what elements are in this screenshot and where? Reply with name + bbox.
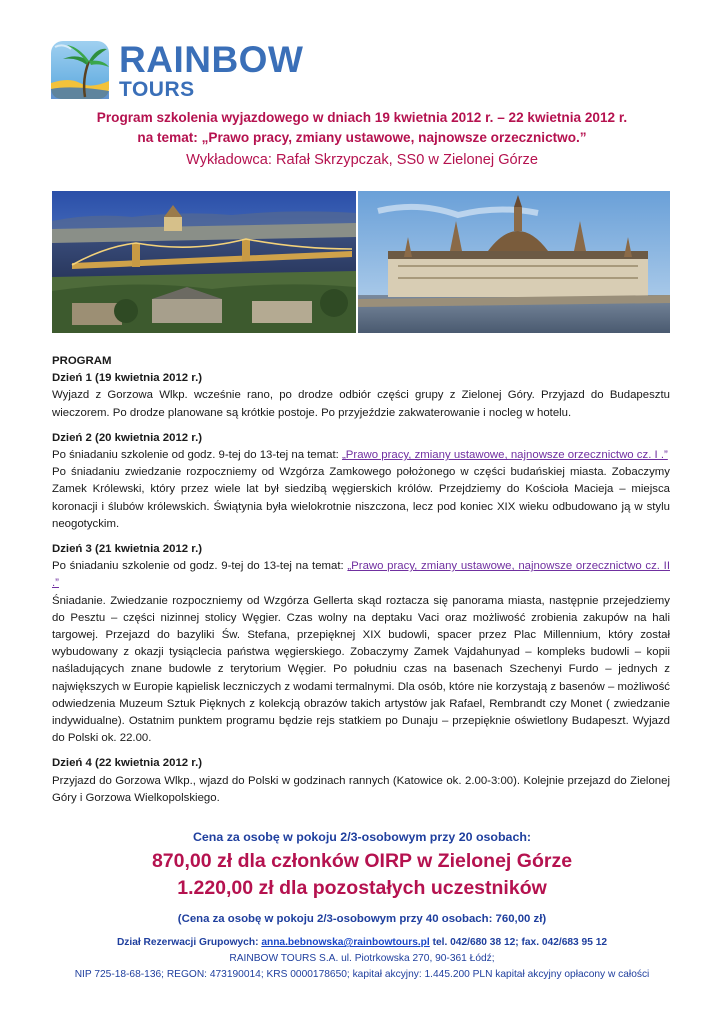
day2-training-lead: Po śniadaniu szkolenie od godz. 9-tej do 13-tej na temat: [52, 449, 343, 462]
day2-training [52, 447, 670, 464]
day3-text: Śniadanie. Zwiedzanie rozpoczniemy od Wzgórza Gellerta skąd roztacza się panorama miasta, następnie przejedziemy do Pesztu – części nizinnej stolicy Węgier. Czas wolny na deptaku Vaci oraz możliwość zrobienia zakupów na hali targowej. Przejazd do bazyliki Św. Stefana, przepięknej XIX budowli, spacer przez Plac Millennium, który został wybudowany z okazji tysiąclecia państwa węgierskiego. Zobaczymy Zamek Vajdahunyad – kompleks budowli – kopii naśladujących znane budowle z terytorium Węgier. Po południu czas na basenach Szechenyi Furdo – jednych z największych w Europie kąpielisk leczniczych z wodami termalnymi. Dla osób, które nie korzystają z basenów – możliwość odwiedzenia Muzeum Sztuk Pięknych z kolekcją obrazów takich artystów jak Rafael, Rembrandt czy Monet ( zwiedzanie indywidualne). Ostatnim punktem programu będzie rejs statkiem po Dunaju – przepięknie oświetlony Budapeszt. Wyjazd do Polski ok. 22.00. [52, 594, 670, 745]
day3-training [52, 558, 670, 592]
palm-logo-icon [49, 39, 111, 101]
day2-heading: Dzień 2 (20 kwietnia 2012 r.) [52, 431, 203, 444]
program-section [52, 353, 670, 807]
program-heading: PROGRAM [52, 355, 112, 367]
footer-company: RAINBOW TOURS S.A. ul. Piotrkowska 270, 90-361 Łódź; [229, 953, 495, 964]
price-lead: Cena za osobę w pokoju 2/3-osobowym przy 20 osobach: [192, 830, 532, 844]
footer-email-link[interactable]: anna.bebnowska@rainbowtours.pl [261, 937, 430, 948]
rainbow-tours-logo [49, 39, 319, 101]
price-members: 870,00 zł dla członków OIRP w Zielonej Górze [151, 850, 573, 872]
logo-word-tours: TOURS [119, 78, 195, 101]
program-topic: na temat: „Prawo pracy, zmiany ustawowe, najnowsze orzecznictwo.” [137, 130, 587, 145]
day3-training-lead: Po śniadaniu szkolenie od godz. 9-tej do 13-tej na temat: [52, 560, 348, 573]
footer-contact [0, 937, 724, 948]
lecturer-line: Wykładowca: Rafał Skrzypczak, SS0 w Zielonej Górze [186, 152, 538, 168]
day3-topic-link[interactable]: „Prawo pracy, zmiany ustawowe, najnowsze orzecznictwo cz. II .” [52, 560, 670, 590]
day1-text: Wyjazd z Gorzowa Wlkp. wcześnie rano, po drodze odbiór części grupy z Zielonej Góry. Przyjazd do Budapesztu wieczorem. Po drodze planowane są krótkie postoje. Po przyjeździe zakwaterowanie i nocleg w hotelu. [52, 389, 670, 419]
price-others: 1.220,00 zł dla pozostałych uczestników [177, 877, 547, 899]
day1-heading: Dzień 1 (19 kwietnia 2012 r.) [52, 372, 203, 385]
logo-word-rainbow: RAINBOW [119, 39, 304, 80]
footer-dept: Dział Rezerwacji Grupowych: [116, 937, 262, 948]
chain-bridge-photo [52, 191, 356, 333]
day4-heading: Dzień 4 (22 kwietnia 2012 r.) [52, 757, 203, 770]
footer-registry: NIP 725-18-68-136; REGON: 473190014; KRS 0000178650; kapitał akcyjny: 1.445.200 PLN kapitał akcyjny opłacony w całości [74, 969, 650, 980]
day2-text: Po śniadaniu zwiedzanie rozpoczniemy od Wzgórza Zamkowego położonego w części budańskiej miasta. Zobaczymy Zamek Królewski, który przez wiele lat był siedzibą węgierskich królów. Przejdziemy do Kościoła Macieja – miejsca koronacji i ślubów królewskich. Świątynia była wielokrotnie niszczona, lecz pod koniec XIX wieku odbudowano ją w stylu neogotyckim. [52, 466, 670, 530]
footer-phones: tel. 042/680 38 12; fax. 042/683 95 12 [429, 937, 608, 948]
parliament-photo [358, 191, 670, 333]
program-title: Program szkolenia wyjazdowego w dniach 19 kwietnia 2012 r. – 22 kwietnia 2012 r. [96, 110, 628, 125]
day3-heading: Dzień 3 (21 kwietnia 2012 r.) [52, 543, 203, 556]
day4-text: Przyjazd do Gorzowa Wlkp., wjazd do Polski w godzinach rannych (Katowice ok. 2.00-3:00). Kolejnie przejazd do Zielonej Góry i Gorzowa Wielkopolskiego. [52, 774, 670, 804]
day2-topic-link[interactable]: „Prawo pracy, zmiany ustawowe, najnowsze orzecznictwo cz. I .” [342, 449, 668, 462]
price-note: (Cena za osobę w pokoju 2/3-osobowym przy 40 osobach: 760,00 zł) [177, 913, 547, 925]
budapest-photos [52, 191, 670, 333]
